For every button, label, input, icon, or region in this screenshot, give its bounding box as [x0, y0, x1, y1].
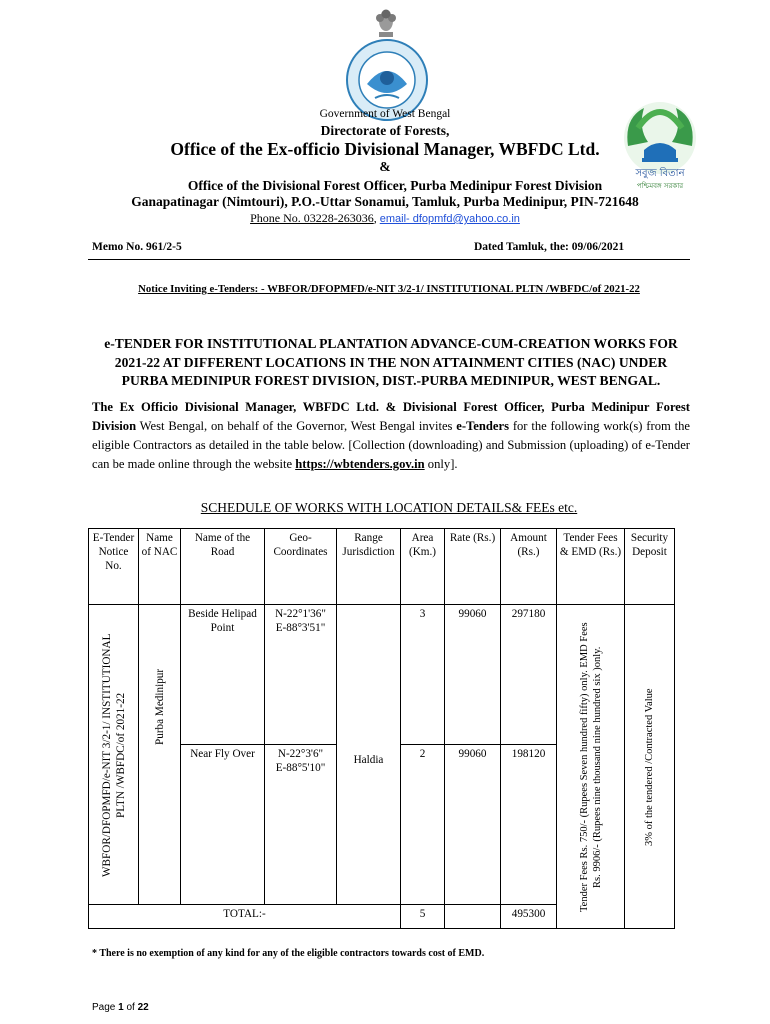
address-line: Ganapatinagar (Nimtouri), P.O.-Uttar Sonamui, Tamluk, Purba Medinipur, PIN-721648 [131, 194, 639, 209]
area-cell: 2 [401, 745, 445, 905]
government-line: Government of West Bengal [319, 108, 451, 120]
header-range: Range Jurisdiction [337, 529, 401, 605]
table-row [89, 605, 675, 745]
body-bold-intro: The Ex Officio Divisional Manager, WBFDC Ltd. & Divisional Forest Officer, Purba Medinipur Forest Division [92, 400, 690, 433]
geo-cell [265, 605, 337, 745]
total-label: TOTAL:- [89, 905, 401, 929]
etender-heading: e-TENDER FOR INSTITUTIONAL PLANTATION ADVANCE-CUM-CREATION WORKS FOR 2021-22 AT DIFFERENT LOCATIONS IN THE NON ATTAINMENT CITIES (NAC) UNDER PURBA MEDINIPUR FOREST DIVISION, DIST.-PURBA MEDINIPUR, WEST BENGAL. [104, 336, 678, 388]
header-geo: Geo-Coordinates [265, 529, 337, 605]
header-security: Security Deposit [625, 529, 675, 605]
office-title: Office of the Ex-officio Divisional Manager, WBFDC Ltd. [170, 139, 600, 159]
total-amount: 495300 [501, 905, 557, 929]
range-value: Haldia [353, 753, 384, 766]
header-nac: Name of NAC [139, 529, 181, 605]
area-cell: 3 [401, 605, 445, 745]
range-cell [337, 605, 401, 905]
header-notice-no: E-Tender Notice No. [89, 529, 139, 605]
header-amount: Amount (Rs.) [501, 529, 557, 605]
memo-number: Memo No. 961/2-5 [92, 241, 182, 253]
geo-east: E-88°5'10" [275, 762, 326, 774]
notice-line: Notice Inviting e-Tenders: - WBFOR/DFOPMFD/e-NIT 3/2-1/ INSTITUTIONAL PLTN /WBFDC/of 2021-22 [138, 283, 640, 295]
contact-line: Phone No. 03228-263036, email- dfopmfd@yahoo.co.in [250, 211, 520, 225]
schedule-title: SCHEDULE OF WORKS WITH LOCATION DETAILS& FEEs etc. [200, 500, 578, 515]
svg-text:সবুজ বিতান: সবুজ বিতান [635, 168, 685, 179]
geo-cell [265, 745, 337, 905]
svg-text:পশ্চিমবঙ্গ সরকার: পশ্চিমবঙ্গ সরকার [636, 182, 684, 190]
geo-east: E-88°3'51" [275, 622, 326, 634]
office-dfo-line: Office of the Divisional Forest Officer, Purba Medinipur Forest Division [187, 178, 603, 193]
page-number [92, 1002, 149, 1013]
notice-no-value: WBFOR/DFOPMFD/e-NIT 3/2-1/ INSTITUTIONAL PLTN /WBFDC/of 2021-22 [100, 632, 127, 877]
notice-no-cell [89, 605, 139, 905]
total-rate-empty [445, 905, 501, 929]
body-text-2: for the following work(s) from the eligible Contractors as detailed in the table below. [Collection (downloading) and Submission (uploading) of e-Tender can be made online through the website [92, 419, 690, 471]
schedule-table [88, 528, 675, 929]
fees-value: Tender Fees Rs. 750/- (Rupees Seven hundred fifty) only. EMD Fees Rs. 9906/- (Rupees nine thousand nine hundred six )only. [578, 621, 603, 912]
directorate-line: Directorate of Forests, [320, 123, 450, 138]
rate-cell: 99060 [445, 745, 501, 905]
fees-cell [557, 605, 625, 929]
page-prefix: Page [92, 1002, 119, 1013]
page-current: 1 [118, 1002, 124, 1013]
body-paragraph [92, 398, 690, 474]
total-area: 5 [401, 905, 445, 929]
national-emblem-icon [369, 6, 403, 40]
footnote: * There is no exemption of any kind for any of the eligible contractors towards cost of EMD. [92, 948, 485, 959]
road-cell: Beside Helipad Point [181, 605, 265, 745]
website-link[interactable]: https://wbtenders.gov.in [295, 457, 425, 471]
road-cell: Near Fly Over [181, 745, 265, 905]
table-header-row [89, 529, 675, 605]
phone-number: Phone No. 03228-263036 [250, 211, 374, 225]
divider [88, 259, 690, 260]
email-link[interactable]: email- dfopmfd@yahoo.co.in [379, 213, 520, 225]
amount-cell: 198120 [501, 745, 557, 905]
memo-date: Dated Tamluk, the: 09/06/2021 [474, 241, 625, 253]
body-text-1: West Bengal, on behalf of the Governor, West Bengal invites [136, 419, 457, 433]
security-cell [625, 605, 675, 929]
header-rate: Rate (Rs.) [445, 529, 501, 605]
ampersand: & [379, 159, 391, 174]
nac-cell [139, 605, 181, 905]
security-value: 3% of the tendered /Contracted Value [643, 687, 655, 846]
geo-north: N-22°3'6" [277, 748, 324, 760]
amount-cell: 297180 [501, 605, 557, 745]
header-fees: Tender Fees & EMD (Rs.) [557, 529, 625, 605]
body-bold-etenders: e-Tenders [456, 419, 509, 433]
geo-north: N-22°1'36" [275, 608, 326, 620]
nac-value: Purba Medinipur [153, 668, 166, 746]
page-mid: of [123, 1002, 138, 1013]
page-total: 22 [137, 1002, 149, 1013]
body-text-3: only]. [424, 457, 458, 471]
header-area: Area (Km.) [401, 529, 445, 605]
rate-cell: 99060 [445, 605, 501, 745]
header-road: Name of the Road [181, 529, 265, 605]
